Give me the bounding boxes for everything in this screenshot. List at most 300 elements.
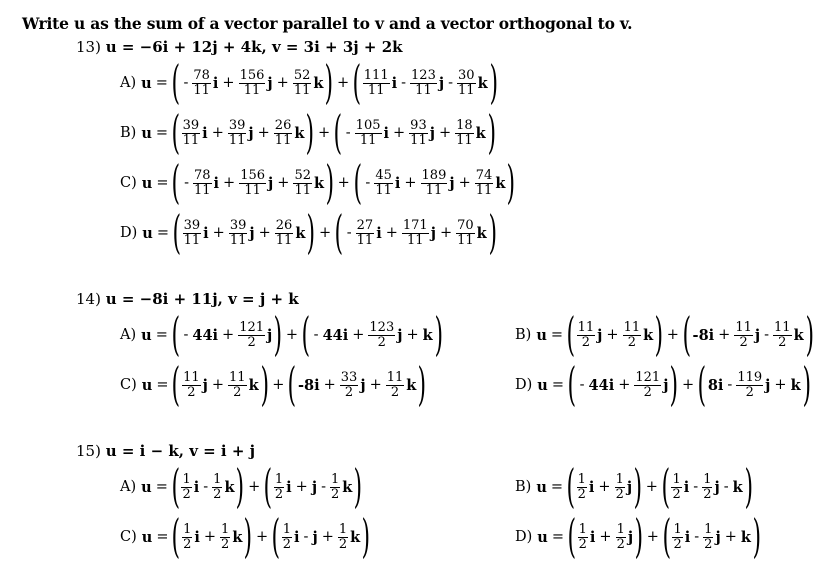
denominator: 11 bbox=[293, 82, 311, 98]
vector-expression bbox=[171, 510, 253, 564]
term-sign: + bbox=[222, 327, 235, 343]
vector-expression bbox=[171, 460, 245, 514]
denominator: 2 bbox=[221, 536, 230, 552]
fraction bbox=[293, 169, 312, 198]
unit-vector: j bbox=[267, 74, 273, 92]
numerator: 1 bbox=[182, 471, 191, 487]
option-label: B) bbox=[515, 479, 532, 495]
fraction bbox=[456, 219, 475, 248]
option-label: A) bbox=[120, 327, 137, 343]
plus-sign: + bbox=[255, 529, 269, 545]
denominator: 2 bbox=[377, 334, 386, 350]
unit-vector: 44i bbox=[192, 326, 219, 344]
right-paren: ) bbox=[306, 206, 316, 260]
u-symbol: u bbox=[141, 174, 153, 192]
term-sign: - bbox=[448, 75, 454, 91]
term-sign: + bbox=[406, 327, 419, 343]
unit-vector: i bbox=[683, 478, 690, 496]
left-paren: ( bbox=[697, 358, 707, 412]
q14-option-b[interactable] bbox=[515, 308, 814, 362]
fraction bbox=[182, 371, 201, 400]
denominator: 2 bbox=[213, 486, 222, 502]
unit-vector: i bbox=[213, 174, 220, 192]
unit-vector: i bbox=[684, 528, 691, 546]
numerator: 105 bbox=[355, 117, 381, 133]
vector-term bbox=[671, 523, 691, 552]
denominator: 11 bbox=[415, 82, 432, 98]
numerator: 52 bbox=[293, 67, 311, 83]
q14-option-d[interactable] bbox=[515, 358, 811, 412]
unit-vector: k bbox=[295, 224, 306, 242]
q15-option-b[interactable] bbox=[515, 460, 753, 514]
vector-term bbox=[181, 371, 209, 400]
term-sign: - bbox=[303, 529, 309, 545]
fraction bbox=[293, 69, 312, 98]
left-paren: ( bbox=[682, 308, 692, 362]
left-paren: ( bbox=[172, 206, 182, 260]
denominator: 11 bbox=[456, 132, 473, 148]
unit-vector: j bbox=[438, 74, 445, 92]
left-paren: ( bbox=[171, 358, 181, 412]
term-sign: - bbox=[313, 327, 319, 343]
unit-vector: 44i bbox=[588, 376, 615, 394]
fraction bbox=[181, 473, 191, 502]
term-sign: + bbox=[718, 327, 731, 343]
plus-sign: + bbox=[248, 479, 261, 495]
numerator: 1 bbox=[615, 471, 624, 487]
vector-term bbox=[180, 69, 219, 98]
unit-vector: j bbox=[311, 478, 318, 496]
vector-term bbox=[344, 219, 383, 248]
vector-term bbox=[219, 69, 273, 98]
numerator: 156 bbox=[239, 67, 265, 83]
numerator: 52 bbox=[294, 167, 311, 183]
numerator: 1 bbox=[183, 521, 192, 537]
left-paren: ( bbox=[301, 308, 311, 362]
option-label: D) bbox=[515, 529, 533, 545]
fraction bbox=[374, 169, 393, 198]
vector-term bbox=[445, 69, 489, 98]
numerator: 11 bbox=[735, 319, 752, 335]
unit-vector: k bbox=[790, 376, 801, 394]
unit-vector: k bbox=[476, 224, 487, 242]
question-13-vectors: u = −6i + 12j + 4k, v = 3i + 3j + 2k bbox=[105, 38, 403, 56]
term-sign: + bbox=[404, 175, 417, 191]
fraction bbox=[340, 371, 359, 400]
denominator: 2 bbox=[703, 486, 712, 502]
unit-vector: i bbox=[383, 124, 390, 142]
vector-expression bbox=[352, 56, 498, 110]
denominator: 2 bbox=[615, 486, 624, 502]
vector-term bbox=[281, 523, 301, 552]
numerator: 39 bbox=[229, 217, 247, 233]
equals-sign: = bbox=[550, 327, 564, 343]
unit-vector: j bbox=[597, 326, 603, 344]
unit-vector: j bbox=[249, 224, 255, 242]
right-paren: ) bbox=[273, 308, 283, 362]
q14-option-a[interactable] bbox=[120, 308, 443, 362]
vector-term bbox=[293, 479, 318, 496]
plus-sign: + bbox=[645, 479, 658, 495]
q15-option-c[interactable] bbox=[120, 510, 371, 564]
q15-option-d[interactable] bbox=[515, 510, 762, 564]
unit-vector: j bbox=[430, 224, 436, 242]
unit-vector: i bbox=[194, 528, 200, 546]
unit-vector: j bbox=[202, 376, 208, 394]
vector-term bbox=[692, 327, 716, 344]
unit-vector: j bbox=[397, 326, 403, 344]
fraction bbox=[457, 69, 476, 98]
fraction bbox=[672, 523, 682, 552]
equals-sign: = bbox=[155, 327, 168, 343]
unit-vector: k bbox=[248, 376, 259, 394]
fraction bbox=[410, 69, 437, 98]
equals-sign: = bbox=[155, 479, 168, 495]
u-symbol: u bbox=[141, 74, 152, 92]
u-symbol: u bbox=[141, 124, 152, 142]
fraction bbox=[421, 169, 448, 198]
equals-sign: = bbox=[551, 529, 564, 545]
fraction bbox=[623, 321, 642, 350]
unit-vector: k bbox=[224, 478, 235, 496]
numerator: 156 bbox=[240, 167, 266, 183]
plus-sign: + bbox=[646, 529, 659, 545]
fraction bbox=[702, 473, 712, 502]
unit-vector: k bbox=[422, 326, 433, 344]
term-sign: + bbox=[724, 529, 737, 545]
right-paren: ) bbox=[634, 510, 644, 564]
numerator: 171 bbox=[402, 217, 428, 233]
equals-sign: = bbox=[156, 529, 169, 545]
left-paren: ( bbox=[353, 156, 362, 210]
fraction bbox=[274, 473, 284, 502]
q13-option-d[interactable] bbox=[120, 206, 497, 260]
vector-expression bbox=[287, 358, 427, 412]
unit-vector: j bbox=[765, 376, 771, 394]
unit-vector: j bbox=[267, 326, 273, 344]
term-sign: + bbox=[352, 327, 365, 343]
fraction bbox=[228, 371, 247, 400]
option-label: B) bbox=[120, 125, 137, 141]
unit-vector: k bbox=[740, 528, 751, 546]
equals-sign: = bbox=[155, 75, 168, 91]
fraction bbox=[282, 523, 292, 552]
q13-option-b[interactable] bbox=[120, 106, 496, 160]
term-sign: + bbox=[211, 377, 225, 393]
unit-vector: k bbox=[643, 326, 654, 344]
fraction bbox=[386, 371, 405, 400]
denominator: 2 bbox=[247, 334, 256, 350]
denominator: 11 bbox=[410, 132, 427, 148]
denominator: 2 bbox=[338, 536, 348, 552]
option-label: A) bbox=[120, 479, 137, 495]
plus-sign: + bbox=[666, 327, 679, 343]
denominator: 11 bbox=[229, 232, 247, 248]
term-sign: + bbox=[458, 175, 471, 191]
numerator: 189 bbox=[421, 167, 447, 183]
fraction bbox=[239, 69, 266, 98]
vector-term bbox=[273, 473, 293, 502]
numerator: 1 bbox=[274, 471, 284, 487]
unit-vector: i bbox=[391, 74, 398, 92]
term-sign: - bbox=[727, 377, 733, 393]
denominator: 11 bbox=[367, 82, 385, 98]
vector-term bbox=[403, 327, 433, 344]
term-sign: + bbox=[385, 225, 398, 241]
vector-expression bbox=[353, 156, 516, 210]
numerator: 11 bbox=[183, 369, 200, 385]
unit-vector: j bbox=[715, 528, 721, 546]
vector-term bbox=[603, 321, 654, 350]
vector-term bbox=[707, 377, 725, 394]
numerator: 18 bbox=[456, 117, 473, 133]
vector-term bbox=[398, 69, 445, 98]
fraction bbox=[182, 119, 201, 148]
unit-vector: k bbox=[342, 478, 353, 496]
denominator: 2 bbox=[739, 334, 748, 350]
vector-term bbox=[209, 119, 255, 148]
term-sign: + bbox=[222, 75, 235, 91]
fraction bbox=[228, 119, 247, 148]
numerator: 27 bbox=[356, 217, 374, 233]
vector-term bbox=[615, 371, 669, 400]
vector-term bbox=[318, 473, 353, 502]
denominator: 2 bbox=[778, 334, 787, 350]
vector-term bbox=[724, 371, 771, 400]
numerator: 11 bbox=[774, 319, 791, 335]
vector-term bbox=[367, 371, 418, 400]
denominator: 11 bbox=[228, 132, 246, 148]
vector-term bbox=[690, 473, 720, 502]
denominator: 11 bbox=[193, 82, 210, 98]
fraction bbox=[239, 169, 266, 198]
fraction bbox=[455, 119, 474, 148]
vector-term bbox=[715, 321, 761, 350]
u-symbol: u bbox=[141, 326, 152, 344]
vector-term bbox=[180, 327, 219, 344]
unit-vector: j bbox=[663, 376, 669, 394]
vector-term bbox=[210, 219, 256, 248]
term-sign: - bbox=[345, 125, 351, 141]
fraction bbox=[703, 523, 713, 552]
term-sign: + bbox=[598, 479, 611, 495]
u-symbol: u bbox=[142, 224, 153, 242]
right-paren: ) bbox=[633, 460, 643, 514]
denominator: 11 bbox=[458, 82, 475, 98]
denominator: 2 bbox=[578, 536, 587, 552]
plus-sign: + bbox=[682, 377, 695, 393]
unit-vector: j bbox=[714, 478, 720, 496]
q13-option-a[interactable] bbox=[120, 56, 498, 110]
fraction bbox=[338, 523, 348, 552]
vector-term bbox=[691, 523, 721, 552]
term-sign: + bbox=[258, 225, 271, 241]
denominator: 11 bbox=[457, 232, 474, 248]
plus-sign: + bbox=[318, 125, 331, 141]
term-sign: + bbox=[203, 529, 217, 545]
left-paren: ( bbox=[661, 460, 670, 514]
unit-vector: k bbox=[477, 74, 488, 92]
unit-vector: j bbox=[268, 174, 274, 192]
term-sign: - bbox=[401, 75, 407, 91]
vector-term bbox=[181, 523, 201, 552]
numerator: 121 bbox=[635, 369, 661, 385]
question-14-vectors: u = −8i + 11j, v = j + k bbox=[105, 290, 299, 308]
q14-option-c[interactable] bbox=[120, 358, 427, 412]
denominator: 2 bbox=[577, 486, 586, 502]
term-sign: - bbox=[694, 529, 700, 545]
numerator: 26 bbox=[275, 217, 293, 233]
right-paren: ) bbox=[243, 510, 253, 564]
numerator: 78 bbox=[193, 67, 210, 83]
left-paren: ( bbox=[171, 56, 180, 110]
fraction bbox=[192, 69, 211, 98]
numerator: 121 bbox=[239, 319, 265, 335]
numerator: 39 bbox=[183, 217, 201, 233]
unit-vector: k bbox=[232, 528, 243, 546]
term-sign: + bbox=[321, 529, 334, 545]
equals-sign: = bbox=[155, 125, 169, 141]
fraction bbox=[356, 219, 375, 248]
left-paren: ( bbox=[171, 308, 180, 362]
vector-expression bbox=[697, 358, 811, 412]
numerator: 1 bbox=[338, 521, 348, 537]
unit-vector: j bbox=[449, 174, 455, 192]
vector-term bbox=[383, 219, 437, 248]
denominator: 2 bbox=[643, 384, 652, 400]
fraction bbox=[274, 119, 293, 148]
vector-term bbox=[721, 479, 744, 496]
left-paren: ( bbox=[171, 460, 180, 514]
vector-term bbox=[362, 169, 401, 198]
unit-vector: k bbox=[313, 74, 324, 92]
right-paren: ) bbox=[361, 510, 371, 564]
vector-term bbox=[390, 119, 436, 148]
denominator: 2 bbox=[344, 384, 354, 400]
term-sign: + bbox=[257, 125, 270, 141]
question-14-statement bbox=[76, 290, 299, 308]
term-sign: - bbox=[203, 479, 209, 495]
plus-sign: + bbox=[318, 225, 332, 241]
left-paren: ( bbox=[567, 358, 577, 412]
unit-vector: j bbox=[312, 528, 318, 546]
vector-term bbox=[670, 473, 690, 502]
vector-expression bbox=[263, 460, 363, 514]
denominator: 2 bbox=[673, 536, 682, 552]
unit-vector: 44i bbox=[322, 326, 349, 344]
denominator: 2 bbox=[627, 334, 636, 350]
numerator: 119 bbox=[737, 369, 763, 385]
unit-vector: i bbox=[203, 224, 209, 242]
vector-term bbox=[182, 219, 210, 248]
fraction bbox=[577, 321, 596, 350]
unit-vector: i bbox=[589, 528, 596, 546]
vector-term bbox=[181, 169, 220, 198]
right-paren: ) bbox=[324, 56, 334, 110]
u-symbol: u bbox=[141, 478, 152, 496]
denominator: 2 bbox=[183, 536, 192, 552]
numerator: 1 bbox=[282, 521, 292, 537]
unit-vector: i bbox=[286, 478, 292, 496]
term-sign: + bbox=[369, 377, 382, 393]
q13-option-c[interactable] bbox=[120, 156, 516, 210]
denominator: 2 bbox=[581, 334, 591, 350]
denominator: 11 bbox=[243, 82, 261, 98]
vector-term bbox=[319, 523, 361, 552]
fraction bbox=[736, 371, 763, 400]
question-14-number: 14) bbox=[76, 290, 101, 308]
fraction bbox=[734, 321, 753, 350]
denominator: 11 bbox=[407, 232, 424, 248]
term-sign: + bbox=[599, 529, 612, 545]
fraction bbox=[402, 219, 429, 248]
fraction bbox=[475, 169, 494, 198]
vector-term bbox=[209, 371, 260, 400]
right-paren: ) bbox=[353, 460, 363, 514]
fraction bbox=[183, 219, 202, 248]
denominator: 11 bbox=[425, 182, 443, 198]
right-paren: ) bbox=[260, 358, 269, 412]
u-symbol: u bbox=[536, 326, 547, 344]
u-symbol: u bbox=[537, 528, 548, 546]
vector-term bbox=[180, 473, 200, 502]
denominator: 2 bbox=[187, 384, 196, 400]
fraction bbox=[220, 523, 230, 552]
vector-expression bbox=[567, 510, 644, 564]
fraction bbox=[330, 473, 340, 502]
option-label: C) bbox=[120, 175, 137, 191]
vector-term bbox=[274, 169, 325, 198]
vector-term bbox=[577, 377, 616, 394]
equals-sign: = bbox=[156, 225, 169, 241]
vector-expression bbox=[171, 156, 335, 210]
vector-term bbox=[401, 169, 455, 198]
term-sign: - bbox=[693, 479, 699, 495]
vector-term bbox=[256, 219, 307, 248]
left-paren: ( bbox=[334, 206, 344, 260]
denominator: 2 bbox=[282, 536, 292, 552]
option-label: D) bbox=[120, 225, 138, 241]
term-sign: + bbox=[212, 225, 225, 241]
left-paren: ( bbox=[333, 106, 343, 160]
vector-term bbox=[201, 523, 243, 552]
equals-sign: = bbox=[156, 175, 169, 191]
vector-expression bbox=[271, 510, 371, 564]
vector-term bbox=[274, 69, 325, 98]
q15-option-a[interactable] bbox=[120, 460, 363, 514]
numerator: 1 bbox=[578, 521, 587, 537]
unit-vector: i bbox=[588, 478, 595, 496]
unit-vector: i bbox=[394, 174, 401, 192]
term-sign: + bbox=[439, 225, 453, 241]
vector-term bbox=[311, 327, 350, 344]
fraction bbox=[212, 473, 222, 502]
vector-term bbox=[181, 119, 209, 148]
left-paren: ( bbox=[263, 460, 273, 514]
numerator: 1 bbox=[577, 471, 586, 487]
denominator: 11 bbox=[294, 182, 311, 198]
numerator: 11 bbox=[623, 319, 641, 335]
numerator: 11 bbox=[229, 369, 246, 385]
unit-vector: k bbox=[793, 326, 804, 344]
fraction bbox=[409, 119, 428, 148]
fraction bbox=[193, 169, 212, 198]
unit-vector: -8i bbox=[298, 376, 320, 394]
unit-vector: i bbox=[294, 528, 300, 546]
denominator: 11 bbox=[182, 132, 200, 148]
fraction bbox=[363, 69, 390, 98]
right-paren: ) bbox=[325, 156, 335, 210]
